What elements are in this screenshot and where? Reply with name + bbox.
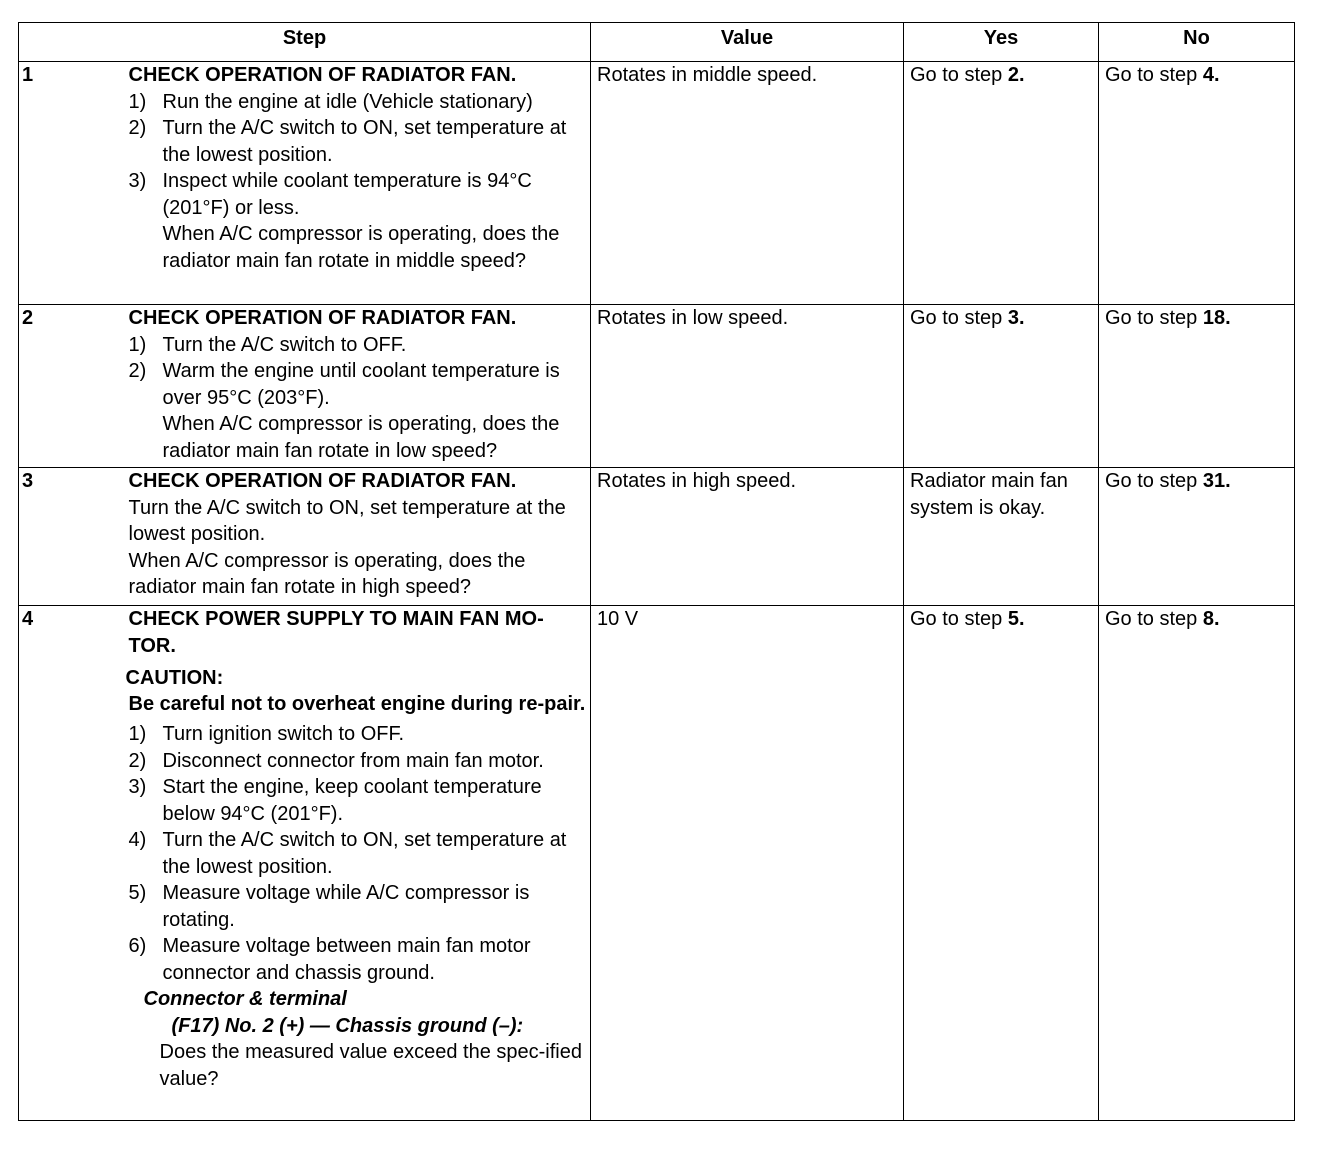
value-cell: Rotates in low speed. <box>591 305 904 468</box>
step-description <box>129 305 591 468</box>
header-no: No <box>1099 23 1295 62</box>
step-title: CHECK OPERATION OF RADIATOR FAN. <box>128 64 517 86</box>
substep-number: 2) <box>128 117 147 139</box>
caution-heading: CAUTION: <box>125 667 224 689</box>
substep-number: 2) <box>128 360 147 382</box>
step-title: CHECK OPERATION OF RADIATOR FAN. <box>128 470 517 492</box>
yes-step: 2. <box>1007 64 1025 86</box>
list-item <box>129 827 587 880</box>
no-step: 18. <box>1202 307 1231 329</box>
substep-text: Turn ignition switch to OFF. <box>162 723 405 745</box>
substep-text: Turn the A/C switch to ON, set temperature at the lowest position. <box>162 117 567 166</box>
substep-number: 3) <box>128 776 147 798</box>
step-description <box>129 62 591 305</box>
substep-number: 6) <box>128 935 147 957</box>
yes-step: 3. <box>1007 307 1025 329</box>
no-step: 4. <box>1202 64 1220 86</box>
connector-terminal: (F17) No. 2 (+) — Chassis ground (–): <box>171 1014 524 1037</box>
value-cell: Rotates in high speed. <box>591 468 904 606</box>
substep-number: 2) <box>128 749 147 772</box>
list-item <box>129 880 587 933</box>
no-cell <box>1099 62 1295 305</box>
diagnostic-table <box>18 22 1295 1121</box>
header-value: Value <box>591 23 904 62</box>
header-step: Step <box>19 23 591 62</box>
yes-cell <box>904 62 1099 305</box>
no-cell <box>1099 606 1295 1121</box>
substep-text: Start the engine, keep coolant temperature below 94°C (201°F). <box>162 776 542 825</box>
step-number: 2 <box>19 305 129 468</box>
no-cell <box>1099 468 1295 606</box>
step-question: Does the measured value exceed the spec-ified value? <box>159 1041 582 1090</box>
list-item <box>129 748 587 775</box>
substep-text: Measure voltage while A/C compressor is rotating. <box>162 882 530 931</box>
step-instruction: Turn the A/C switch to ON, set temperature at the lowest position. <box>128 496 566 545</box>
table-row <box>19 468 1295 606</box>
yes-step: 5. <box>1007 608 1025 630</box>
header-row <box>19 23 1295 62</box>
list-item <box>129 168 587 221</box>
substep-text: Warm the engine until coolant temperature is over 95°C (203°F). <box>162 360 560 409</box>
substep-number: 1) <box>128 723 147 745</box>
substep-text: Measure voltage between main fan motor connector and chassis ground. <box>162 935 531 984</box>
no-step: 31. <box>1202 470 1231 492</box>
table-row <box>19 62 1295 305</box>
no-step: 8. <box>1202 608 1220 630</box>
table-row <box>19 305 1295 468</box>
substep-number: 1) <box>128 90 147 113</box>
step-number: 4 <box>19 606 129 1121</box>
step-description <box>125 606 591 1121</box>
no-prefix: Go to step <box>1105 608 1203 630</box>
yes-cell: Radiator main fan system is okay. <box>904 468 1099 606</box>
yes-prefix: Go to step <box>910 307 1008 329</box>
list-item <box>129 89 587 116</box>
step-title: CHECK POWER SUPPLY TO MAIN FAN MO-TOR. <box>128 608 544 657</box>
value-cell: 10 V <box>591 606 904 1121</box>
yes-prefix: Go to step <box>910 64 1008 86</box>
list-item <box>129 721 587 748</box>
yes-cell <box>904 606 1099 1121</box>
connector-heading: Connector & terminal <box>143 988 347 1010</box>
step-question: When A/C compressor is operating, does the radiator main fan rotate in high speed? <box>128 549 526 598</box>
step-title: CHECK OPERATION OF RADIATOR FAN. <box>128 307 517 329</box>
step-number: 3 <box>19 468 129 606</box>
header-yes: Yes <box>904 23 1099 62</box>
substep-number: 5) <box>128 882 147 904</box>
substep-text: Run the engine at idle (Vehicle stationary) <box>162 90 533 113</box>
yes-cell <box>904 305 1099 468</box>
substep-list <box>129 89 587 222</box>
yes-prefix: Go to step <box>910 608 1008 630</box>
no-prefix: Go to step <box>1105 470 1203 492</box>
substep-text: Disconnect connector from main fan motor. <box>162 749 544 772</box>
value-cell: Rotates in middle speed. <box>591 62 904 305</box>
caution-text: Be careful not to overheat engine during re-pair. <box>128 692 586 715</box>
no-cell <box>1099 305 1295 468</box>
step-question: When A/C compressor is operating, does the radiator main fan rotate in middle speed? <box>162 223 560 272</box>
list-item <box>129 774 587 827</box>
substep-number: 1) <box>128 333 147 356</box>
list-item <box>129 332 587 359</box>
list-item <box>129 933 587 986</box>
no-prefix: Go to step <box>1105 64 1203 86</box>
substep-text: Turn the A/C switch to OFF. <box>162 333 407 356</box>
step-number: 1 <box>19 62 129 305</box>
substep-list <box>129 721 587 986</box>
substep-number: 3) <box>128 170 147 192</box>
substep-text: Turn the A/C switch to ON, set temperature at the lowest position. <box>162 829 567 878</box>
step-question: When A/C compressor is operating, does the radiator main fan rotate in low speed? <box>162 413 560 462</box>
list-item <box>129 115 587 168</box>
substep-list <box>129 332 587 412</box>
step-description <box>129 468 591 606</box>
substep-number: 4) <box>128 829 147 851</box>
substep-text: Inspect while coolant temperature is 94°C (201°F) or less. <box>162 170 532 219</box>
no-prefix: Go to step <box>1105 307 1203 329</box>
table-row <box>19 606 1295 1121</box>
list-item <box>129 358 587 411</box>
